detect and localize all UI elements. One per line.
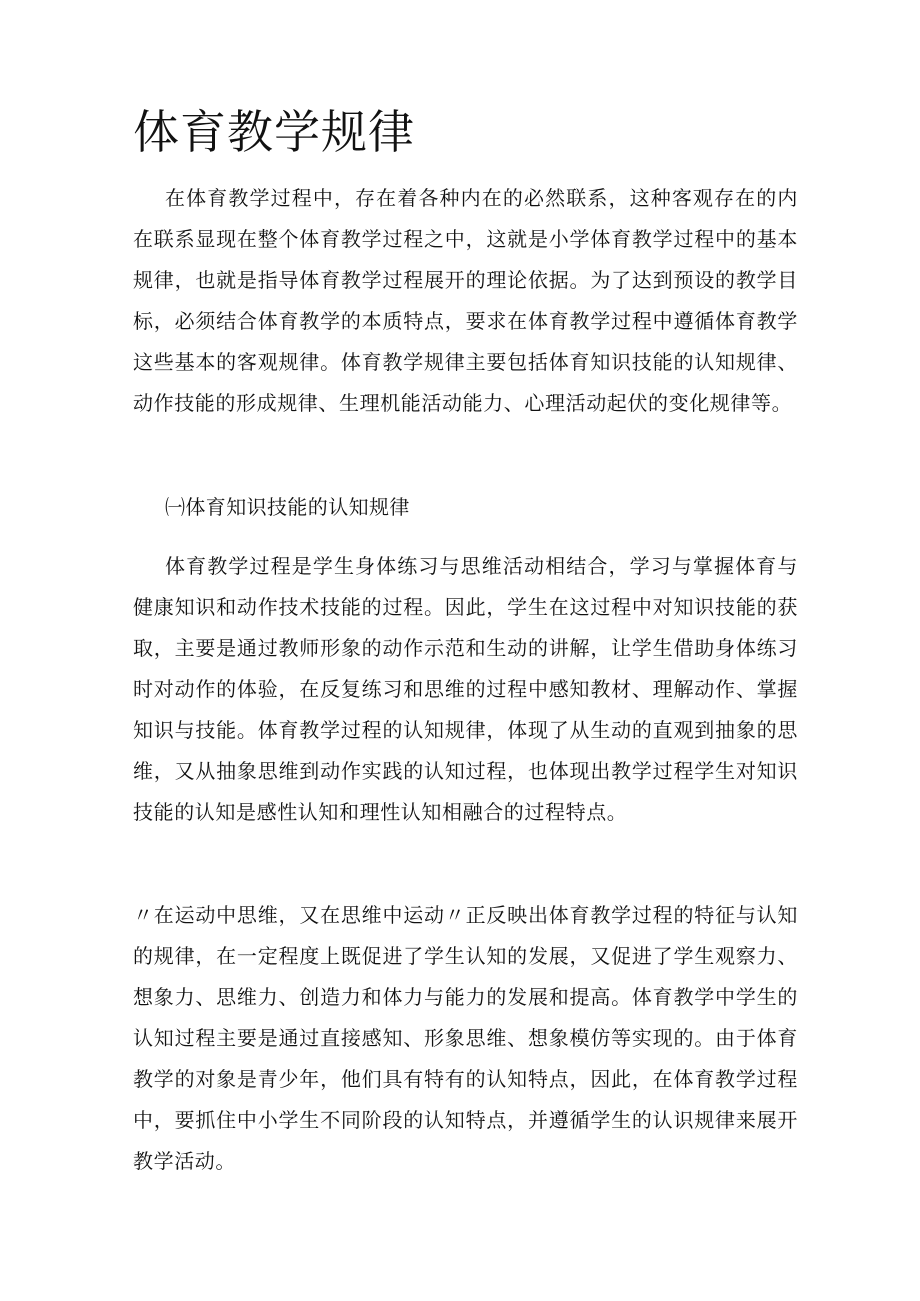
section-heading: ㈠体育知识技能的认知规律 bbox=[165, 495, 410, 519]
intro-paragraph: 在体育教学过程中，存在着各种内在的必然联系，这种客观存在的内在联系显现在整个体育教学过程之中，这就是小学体育教学过程中的基本规律，也就是指导体育教学过程展开的理论依据。为了达到预设的教学目标，必须结合体育教学的本质特点，要求在体育教学过程中遵循体育教学这些基本的客观规律。体育教学规律主要包括体育知识技能的认知规律、动作技能的形成规律、生理机能活动能力、心理活动起伏的变化规律等。 bbox=[133, 186, 798, 415]
document-title: 体育教学规律 bbox=[133, 105, 415, 159]
body-paragraph-2: 〃在运动中思维，又在思维中运动〃正反映出体育教学过程的特征与认知的规律，在一定程度上既促进了学生认知的发展，又促进了学生观察力、想象力、思维力、创造力和体力与能力的发展和提高。体育教学中学生的认知过程主要是通过直接感知、形象思维、想象模仿等实现的。由于体育教学的对象是青少年，他们具有特有的认知特点，因此，在体育教学过程中，要抓住中小学生不同阶段的认知特点，并遵循学生的认识规律来展开教学活动。 bbox=[133, 903, 798, 1173]
body-paragraph-1: 体育教学过程是学生身体练习与思维活动相结合，学习与掌握体育与健康知识和动作技术技能的过程。因此，学生在这过程中对知识技能的获取，主要是通过教师形象的动作示范和生动的讲解，让学生借助身体练习时对动作的体验，在反复练习和思维的过程中感知教材、理解动作、掌握知识与技能。体育教学过程的认知规律，体现了从生动的直观到抽象的思维，又从抽象思维到动作实践的认知过程，也体现出教学过程学生对知识技能的认知是感性认知和理性认知相融合的过程特点。 bbox=[133, 554, 798, 824]
